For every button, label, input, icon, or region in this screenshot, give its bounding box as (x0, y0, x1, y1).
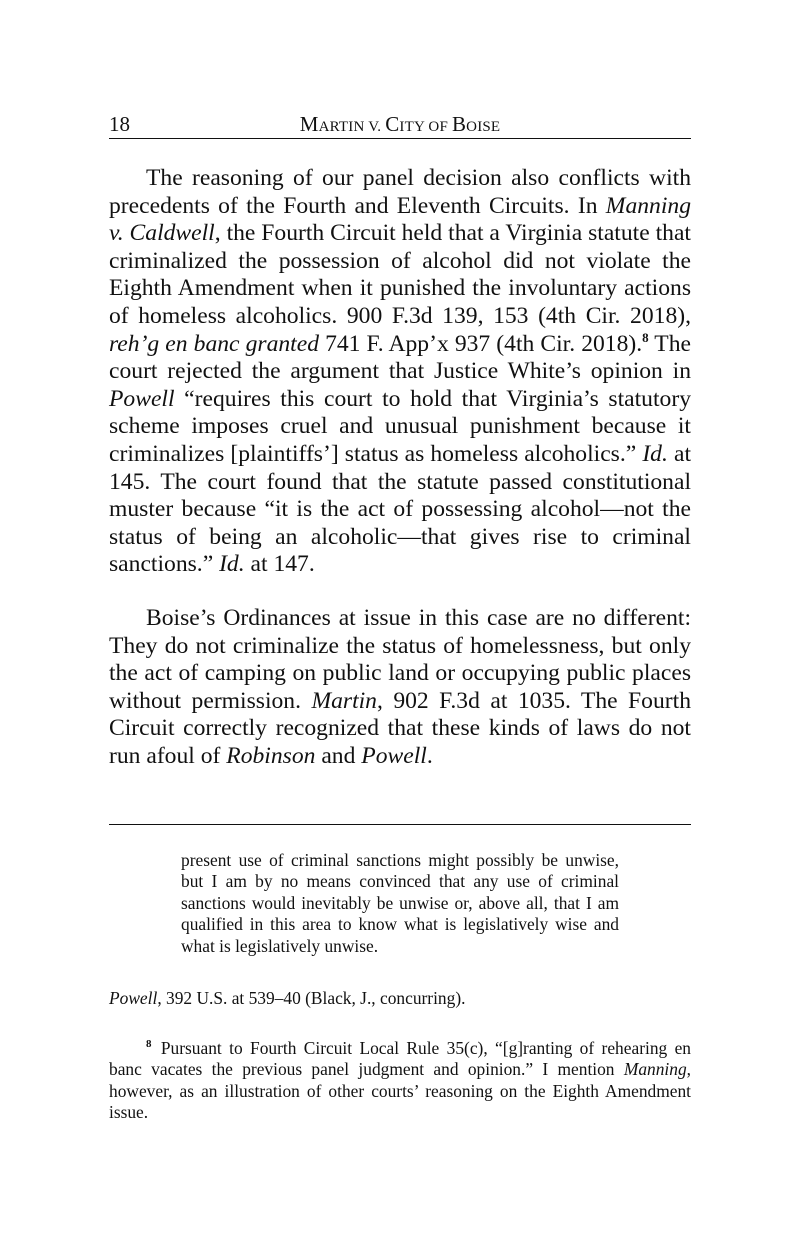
case-name-manning: Manning v. Caldwell (109, 192, 691, 247)
body-paragraph-1: The reasoning of our panel decision also conflicts with precedents of the Fourth and Eleventh Circuits. In Manning v. Caldwell, the Fourth Circuit held that a Virginia statute that criminalized the possession of alcohol did not violate the Eighth Amendment when it punished the involuntary actions of homeless alcoholics. 900 F.3d 139, 153 (4th Cir. 2018), reh’g en banc granted 741 F. App’x 937 (4th Cir. 2018).$^8$ The court rejected the argument that Justice White’s opinion in Powell “requires this court to hold that Virginia’s statutory scheme imposes cruel and unusual punishment because it criminalizes [plaintiffs’] status as homeless alcoholics.” Id. at 145. The court found that the statute passed constitutional muster because “it is the act of possessing alcohol—not the status of being an alcoholic—that gives rise to criminal sanctions.” Id. at 147. (109, 165, 691, 578)
running-header (109, 110, 691, 139)
footnote-block-quote: present use of criminal sanctions might possibly be unwise, but I am by no means convinced that any use of criminal sanctions would inevitably be unwise or, above all, that I am qualified in this area to know what is legislatively wise and what is legislatively unwise. (181, 850, 619, 956)
footnote-8: $^8$ Pursuant to Fourth Circuit Local Rule 35(c), “[g]ranting of rehearing en banc vacates the previous panel judgment and opinion.” I mention Manning, however, as an illustration of other courts’ reasoning on the Eighth Amendment issue. (109, 1038, 691, 1123)
document-page (109, 110, 691, 1123)
body-paragraph-2: Boise’s Ordinances at issue in this case are no different: They do not criminalize the status of homelessness, but only the act of camping on public land or occupying public places without permission. Martin, 902 F.3d at 1035. The Fourth Circuit correctly recognized that these kinds of laws do not run afoul of Robinson and Powell. (109, 604, 691, 769)
footnote-reference-8[interactable]: 8 (642, 329, 649, 345)
footnote-mark-8: 8 (146, 1038, 152, 1051)
quote-citation: Powell, 392 U.S. at 539–40 (Black, J., concurring). (109, 988, 466, 1008)
page-number: 18 (109, 112, 130, 136)
footnote-divider (109, 824, 691, 825)
case-title: MARTIN V. CITY OF BOISE (299, 112, 501, 136)
